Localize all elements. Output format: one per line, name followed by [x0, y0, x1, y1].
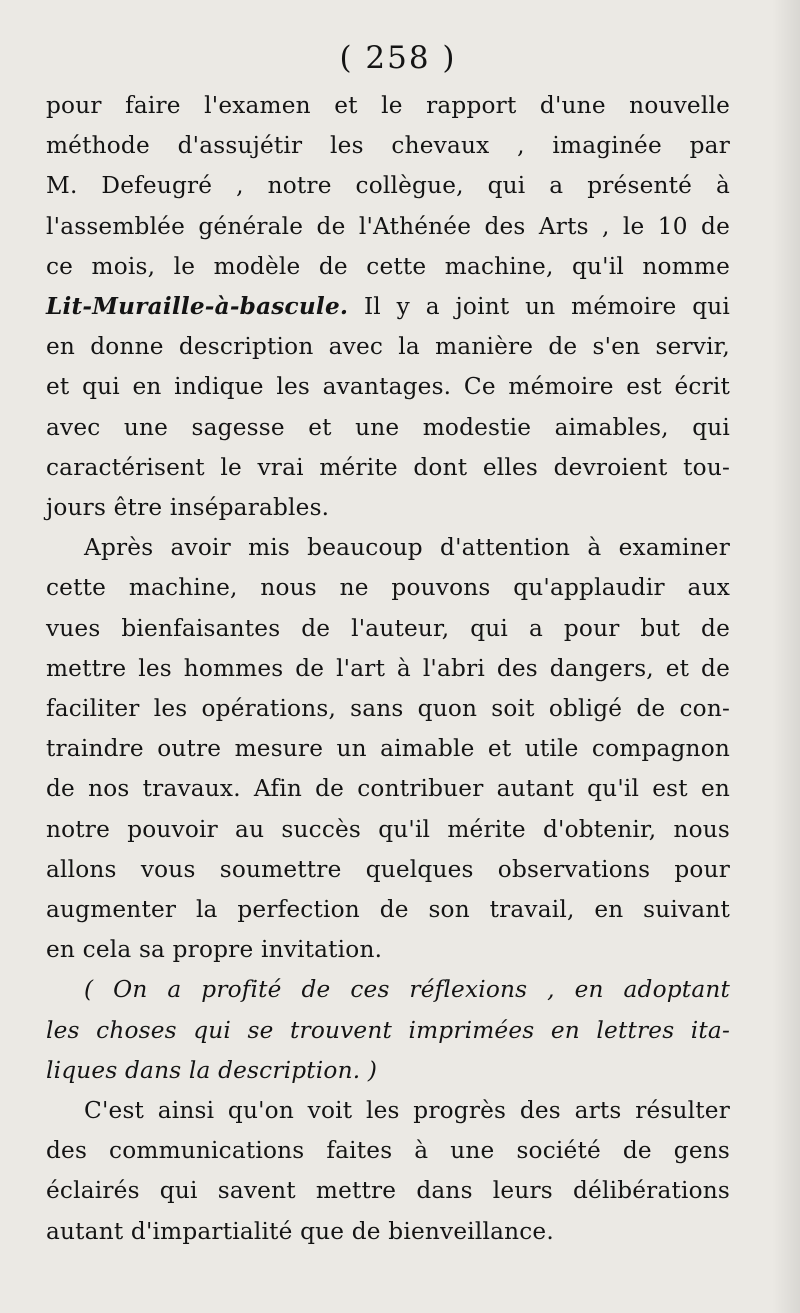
text-line: C'est ainsi qu'on voit les progrès des arts résulter	[84, 1097, 730, 1125]
text-line: liques dans la description. )	[46, 1056, 378, 1084]
text-line: Après avoir mis beaucoup d'attention à examiner	[84, 534, 730, 562]
text-line: cette machine, nous ne pouvons qu'applaudir aux	[46, 574, 730, 602]
text-line: méthode d'assujétir les chevaux , imaginée par	[46, 132, 730, 160]
text-line: mettre les hommes de l'art à l'abri des dangers, et de	[46, 654, 730, 682]
text-line: et qui en indique les avantages. Ce mémoire est écrit	[46, 373, 730, 401]
text-line: de nos travaux. Afin de contribuer autant qu'il est en	[46, 775, 730, 803]
text-line: faciliter les opérations, sans quon soit obligé de con-	[46, 695, 730, 723]
text-fragment: Il y a joint un mémoire qui	[348, 293, 730, 321]
text-line: les choses qui se trouvent imprimées en lettres ita-	[46, 1016, 730, 1044]
text-line: jours être inséparables.	[46, 494, 330, 522]
text-line: autant d'impartialité que de bienveillance.	[46, 1217, 554, 1245]
paragraph-3	[46, 1091, 730, 1252]
text-line: avec une sagesse et une modestie aimables, qui	[46, 413, 730, 441]
text-line: éclairés qui savent mettre dans leurs délibérations	[46, 1177, 730, 1205]
text-line: ( On a profité de ces réflexions , en adoptant	[84, 976, 730, 1004]
text-line: traindre outre mesure un aimable et utile compagnon	[46, 735, 730, 763]
text-line: des communications faites à une société de gens	[46, 1137, 730, 1165]
text-line: augmenter la perfection de son travail, en suivant	[46, 896, 730, 924]
italic-note	[46, 970, 730, 1091]
text-line: M. Defeugré , notre collègue, qui a présenté à	[46, 172, 730, 200]
text-line: pour faire l'examen et le rapport d'une nouvelle	[46, 92, 730, 119]
page-number: ( 258 )	[339, 40, 457, 76]
machine-name: Lit-Muraille-à-bascule.	[46, 293, 349, 321]
text-line: allons vous soumettre quelques observations pour	[46, 855, 730, 883]
text-line: caractérisent le vrai mérite dont elles devroient tou-	[46, 453, 730, 481]
text-line: l'assemblée générale de l'Athénée des Arts , le 10 de	[46, 212, 730, 240]
paragraph-1	[46, 86, 730, 528]
text-line: notre pouvoir au succès qu'il mérite d'obtenir, nous	[46, 815, 730, 843]
text-line	[46, 287, 730, 327]
text-line: ce mois, le modèle de cette machine, qu'il nomme	[46, 252, 730, 280]
text-line: vues bienfaisantes de l'auteur, qui a pour but de	[46, 614, 730, 642]
text-line: en donne description avec la manière de s'en servir,	[46, 333, 730, 361]
paragraph-2	[46, 528, 730, 970]
text-line: en cela sa propre invitation.	[46, 936, 383, 964]
page-edge-shadow	[772, 0, 800, 1313]
